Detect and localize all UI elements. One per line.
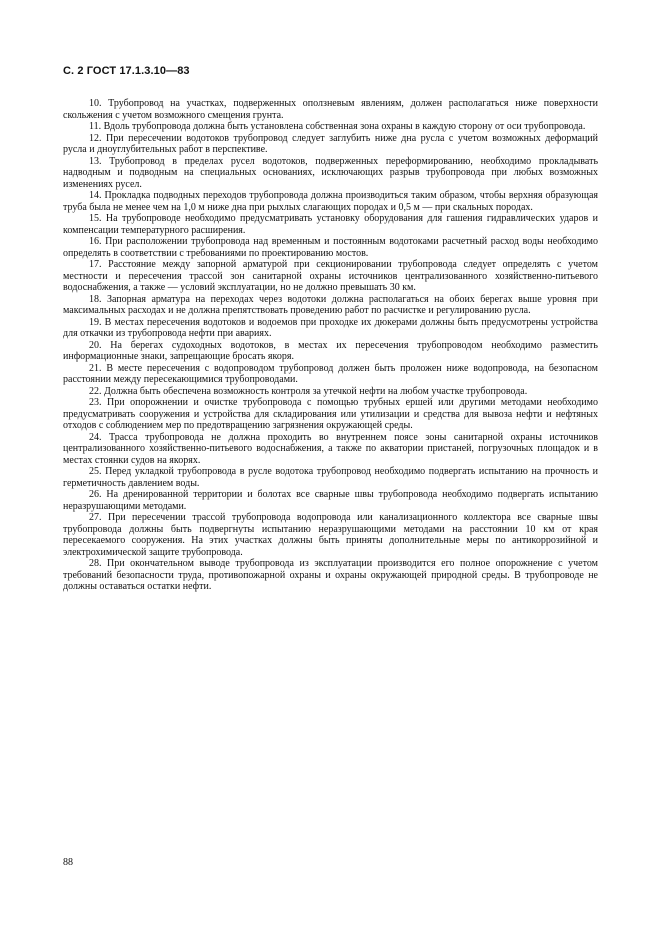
paragraph-27: 27. При пересечении трассой трубопровода водопровода или канализационного коллектора все сварные швы трубопровода должны быть подвергнуты испытанию неразрушающими методами на расстоянии 10 км от края пересекаемого сооружения. На этих участках должны быть приняты дополнительные меры по антикоррозийной и электрохимической защите трубопровода.: [63, 512, 598, 558]
paragraph-25: 25. Перед укладкой трубопровода в русле водотока трубопровод необходимо подвергать испытанию на прочность и герметичность давлением воды.: [63, 466, 598, 489]
paragraph-26: 26. На дренированной территории и болотах все сварные швы трубопровода необходимо подвергать испытанию неразрушающими методами.: [63, 489, 598, 512]
paragraph-17: 17. Расстояние между запорной арматурой при секционировании трубопровода следует определять с учетом местности и пересечения трассой зон санитарной охраны источников централизованного хозяйственно-питьевого водоснабжения, а также — условий эксплуатации, но не должно превышать 30 км.: [63, 259, 598, 293]
paragraph-21: 21. В месте пересечения с водопроводом трубопровод должен быть проложен ниже водопровода, на безопасном расстоянии между пересекающимися трубопроводами.: [63, 362, 598, 385]
paragraph-14: 14. Прокладка подводных переходов трубопровода должна производиться таким образом, чтобы верхняя образующая труба была не менее чем на 1,0 м ниже дна при рыхлых слагающих породах и 0,5 м — при скальных породах.: [63, 190, 598, 213]
paragraph-28: 28. При окончательном выводе трубопровода из эксплуатации производится его полное опорожнение с учетом требований безопасности труда, противопожарной охраны и охраны окружающей природной среды. В трубопроводе не должны оставаться остатки нефти.: [63, 558, 598, 592]
paragraph-20: 20. На берегах судоходных водотоков, в местах их пересечения трубопроводом необходимо разместить информационные знаки, запрещающие бросать якоря.: [63, 339, 598, 362]
paragraph-19: 19. В местах пересечения водотоков и водоемов при проходке их дюкерами должны быть предусмотрены устройства для откачки из трубопровода нефти при авариях.: [63, 316, 598, 339]
paragraph-22: 22. Должна быть обеспечена возможность контроля за утечкой нефти на любом участке трубопровода.: [89, 385, 528, 397]
page-number: 88: [63, 857, 73, 868]
paragraph-10: 10. Трубопровод на участках, подверженных оползневым явлениям, должен располагаться ниже поверхности скольжения с учетом возможного смещения грунта.: [63, 98, 598, 121]
document-body: [63, 98, 598, 593]
paragraph-13: 13. Трубопровод в пределах русел водотоков, подверженных переформированию, необходимо прокладывать надводным и подводным на специальных основаниях, исключающих разрыв трубопровода при любых возможных изменениях русел.: [63, 155, 598, 190]
running-header: С. 2 ГОСТ 17.1.3.10—83: [63, 65, 190, 77]
paragraph-18: 18. Запорная арматура на переходах через водотоки должна располагаться на обоих берегах выше уровня при максимальных расходах и не должна препятствовать проведению работ по расчистке и регулированию русла.: [63, 293, 598, 316]
paragraph-15: 15. На трубопроводе необходимо предусматривать установку оборудования для гашения гидравлических ударов и компенсации температурного расширения.: [63, 213, 598, 236]
paragraph-24: 24. Трасса трубопровода не должна проходить во внутреннем поясе зоны санитарной охраны источников централизованного хозяйственно-питьевого водоснабжения, а также по акватории пристаней, погрузочных площадок и в местах стоянки судов на якорях.: [63, 431, 598, 466]
paragraph-16: 16. При расположении трубопровода над временным и постоянным водотоками расчетный расход воды необходимо определять в соответствии с требованиями по проектированию мостов.: [63, 236, 598, 259]
paragraph-23: 23. При опорожнении и очистке трубопровода с помощью трубных ершей или другими методами необходимо предусматривать сооружения и устройства для складирования или утилизации и средства для вывоза нефти и нефтяных отходов с соблюдением мер по предотвращению загрязнения окружающей среды.: [63, 397, 598, 431]
paragraph-12: 12. При пересечении водотоков трубопровод следует заглубить ниже дна русла с учетом возможных деформаций русла и дноуглубительных работ в перспективе.: [63, 132, 598, 155]
paragraph-11: 11. Вдоль трубопровода должна быть установлена собственная зона охраны в каждую сторону от оси трубопровода.: [89, 121, 586, 132]
